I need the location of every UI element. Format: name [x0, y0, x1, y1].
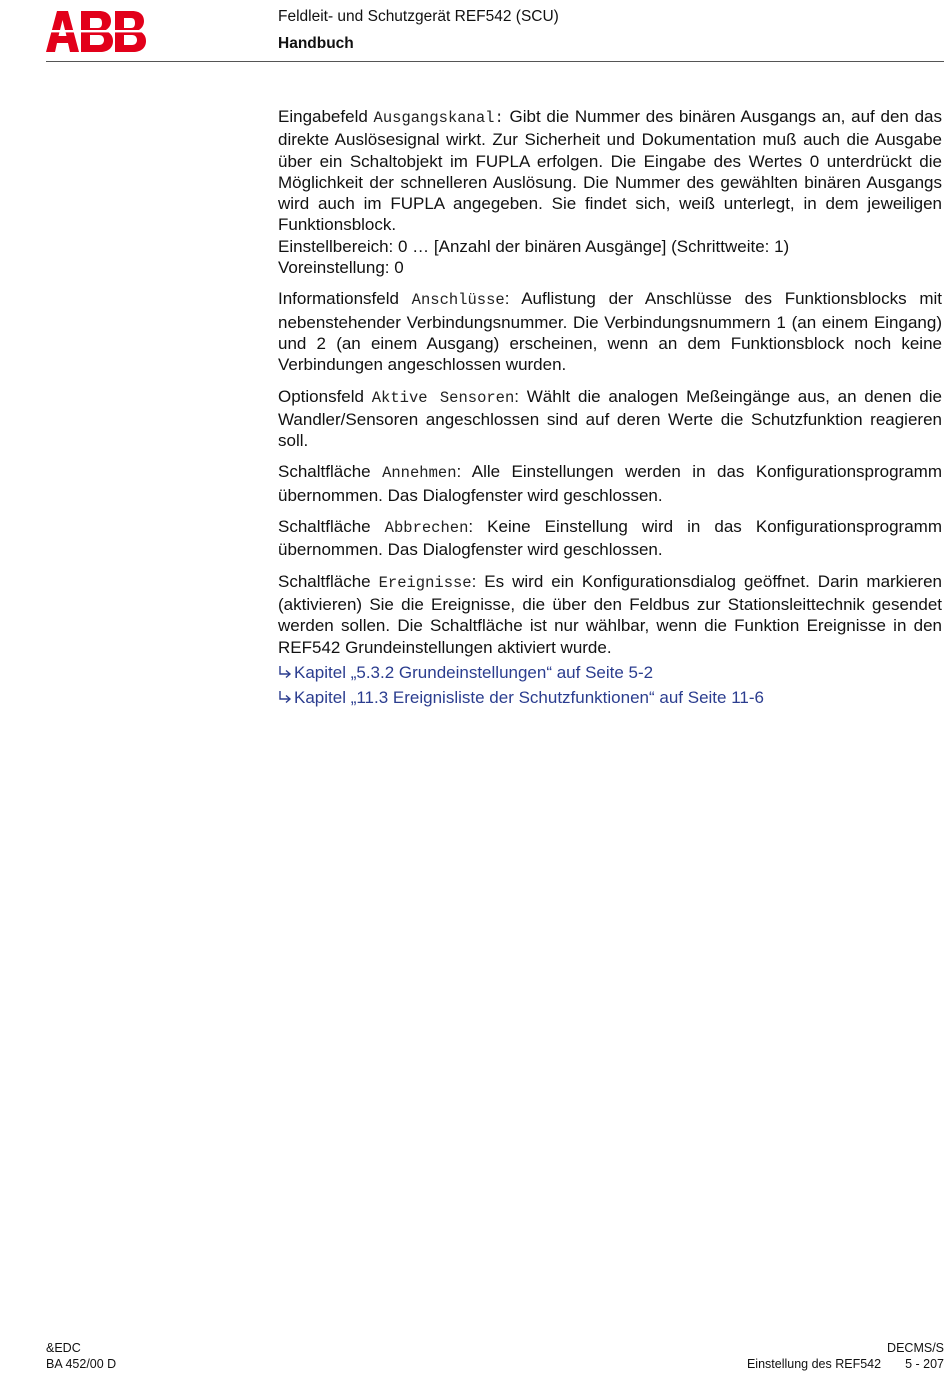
field-type-label: Optionsfeld [278, 386, 372, 406]
field-name: Ereignisse [378, 573, 472, 592]
footer-department: &EDC [46, 1341, 81, 1355]
xref-link-text: Kapitel „5.3.2 Grundeinstellungen“ auf Seite 5-2 [294, 662, 654, 682]
xref-link-grundeinstellungen[interactable] [278, 662, 942, 683]
field-description: : Auflistung der Anschlüsse des Funktionsblocks mit nebenstehender Verbindungsnummer. Die Verbindungsnummern 1 (an einem Eingang) und 2 (an einem Ausgang) erscheinen, wenn an dem Funktionsblock noch keine Verbindungen angeschlossen wurden. [278, 289, 942, 375]
footer-document-number: BA 452/00 D [46, 1357, 117, 1371]
page-number: 5 - 207 [905, 1357, 944, 1371]
header-divider [46, 61, 944, 62]
footer-left [46, 1340, 116, 1372]
field-type-label: Schaltfläche [278, 571, 379, 591]
field-name: Abbrechen [384, 519, 469, 538]
field-type-label: Informationsfeld [278, 289, 412, 309]
default-setting: Voreinstellung: 0 [278, 258, 404, 278]
paragraph-ereignisse [278, 571, 942, 658]
page-footer [0, 1340, 950, 1380]
xref-link-text: Kapitel „11.3 Ereignisliste der Schutzfunktionen“ auf Seite 11-6 [294, 688, 764, 708]
paragraph-aktive-sensoren [278, 386, 942, 452]
field-name: Aktive Sensoren [371, 388, 515, 407]
field-name: Annehmen [382, 464, 457, 483]
footer-division: DECMS/S [887, 1341, 944, 1355]
abb-logo [46, 11, 147, 52]
paragraph-annehmen [278, 461, 942, 506]
cross-reference-arrow-icon [278, 690, 293, 704]
abb-logo-mark [46, 11, 147, 52]
field-description: : Wählt die analogen Meßeingänge aus, an denen die Wandler/Sensoren angeschlossen sind auf deren Werte die Schutzfunktion reagieren soll. [278, 386, 942, 451]
xref-link-ereignisliste[interactable] [278, 687, 942, 708]
footer-section-row [747, 1356, 944, 1372]
document-title: Feldleit- und Schutzgerät REF542 (SCU) [278, 8, 559, 25]
paragraph-anschluesse [278, 288, 942, 375]
main-content [278, 106, 942, 708]
field-name: Ausgangskanal: [373, 109, 504, 127]
paragraph-ausgangskanal [278, 106, 942, 278]
field-description: Gibt die Nummer des binären Ausgangs an, auf den das direkte Auslösesignal wirkt. Zur Sicherheit und Dokumentation muß auch die Ausgabe über ein Schaltobjekt im FUPLA erfolgen. Die Eingabe des Wertes 0 unterdrückt die Möglichkeit der schnelleren Auslösung. Die Nummer des gewählten binären Ausgangs wird auch im FUPLA angegeben. Sie findet sich, weiß unterlegt, in dem jeweiligen Funktionsblock. [278, 107, 942, 235]
field-type-label: Schaltfläche [278, 517, 385, 537]
field-description: : Keine Einstellung wird in das Konfigurationsprogramm übernommen. Das Dialogfenster wird geschlossen. [278, 517, 942, 560]
field-description: : Es wird ein Konfigurationsdialog geöffnet. Darin markieren (aktivieren) Sie die Ereignisse, die über den Feldbus zur Stationsleittechnik gesendet werden sollen. Die Schaltfläche ist nur wählbar, wenn die Funktion Ereignisse in den REF542 Grundeinstellungen aktiviert wurde. [278, 571, 942, 657]
document-subtitle: Handbuch [278, 35, 354, 52]
field-type-label: Eingabefeld [278, 107, 374, 126]
cross-reference-arrow-icon [278, 665, 293, 679]
page-header [0, 0, 950, 64]
field-description: : Alle Einstellungen werden in das Konfigurationsprogramm übernommen. Das Dialogfenster wird geschlossen. [278, 462, 942, 505]
footer-right [747, 1340, 944, 1372]
paragraph-abbrechen [278, 516, 942, 561]
field-type-label: Schaltfläche [278, 462, 383, 482]
setting-range: Einstellbereich: 0 … [Anzahl der binären Ausgänge] (Schrittweite: 1) [278, 236, 790, 256]
field-name: Anschlüsse [411, 291, 505, 310]
footer-section-title: Einstellung des REF542 [746, 1357, 882, 1371]
